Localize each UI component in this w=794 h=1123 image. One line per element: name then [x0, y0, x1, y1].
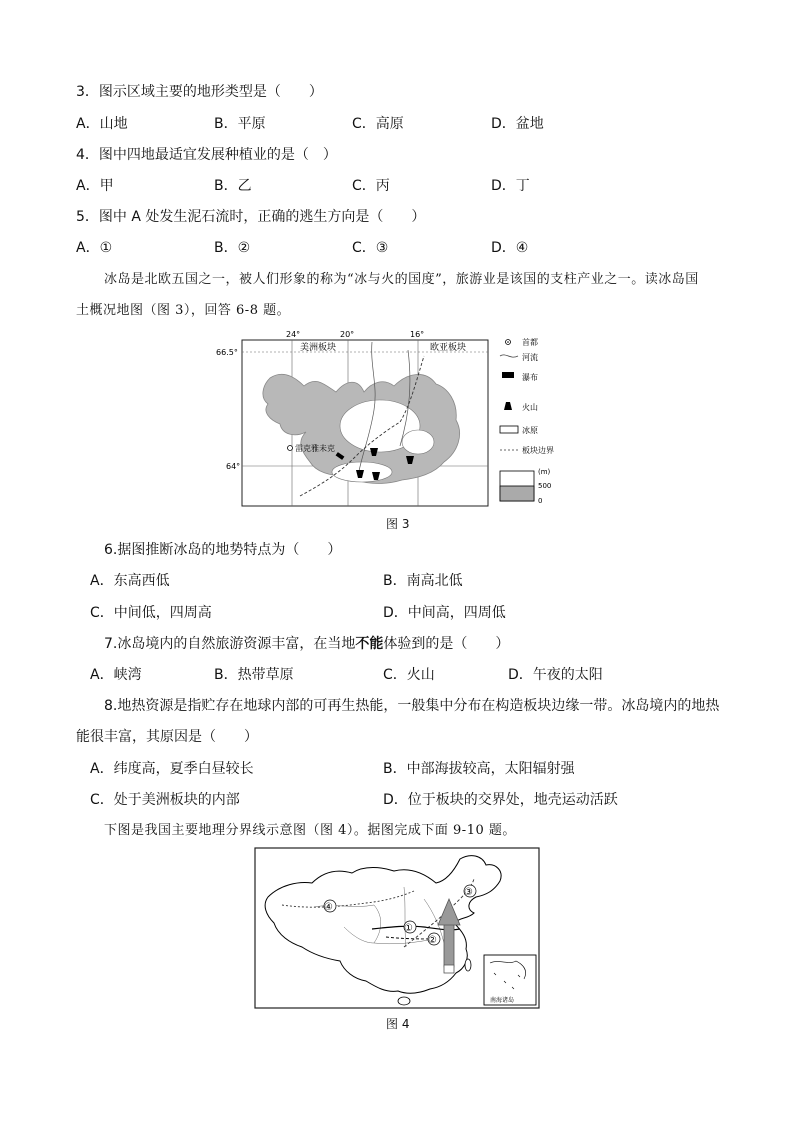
legend-river-icon	[500, 355, 518, 357]
q7-option-d: D．午夜的太阳	[508, 667, 603, 683]
legend-elevation-fill	[500, 486, 534, 501]
q3-option-b: B．平原	[214, 116, 266, 132]
legend-capital-dot	[507, 341, 509, 343]
q3-option-c: C．高原	[352, 116, 404, 132]
lat-label: 66.5°	[216, 348, 238, 357]
figure-4-caption: 图 4	[386, 1017, 410, 1031]
lon-label: 24°	[286, 330, 301, 339]
legend-glacier-label: 冰原	[522, 426, 538, 435]
marker-4: ④	[324, 902, 333, 913]
q7-stem-emphasis: 不能	[355, 636, 384, 652]
marker-2: ②	[428, 935, 437, 946]
hainan-island	[398, 997, 410, 1005]
capital-label: 雷克雅未克	[295, 444, 335, 453]
q6-stem: 6.据图推断冰岛的地势特点为（ ）	[104, 542, 342, 558]
marker-3: ③	[464, 887, 473, 898]
q5-stem: 5．图中 A 处发生泥石流时，正确的逃生方向是（ ）	[76, 209, 426, 225]
capital-icon	[288, 446, 293, 451]
lat-label: 64°	[226, 462, 241, 471]
legend-glacier-icon	[500, 426, 518, 433]
q8-stem-line2: 能很丰富，其原因是（ ）	[76, 729, 258, 745]
q7-stem	[104, 635, 509, 653]
intro-iceland-line1: 冰岛是北欧五国之一，被人们形象的称为“冰与火的国度”，旅游业是该国的支柱产业之一。读冰岛国	[104, 272, 699, 287]
q3-option-d: D．盆地	[491, 116, 544, 132]
legend-volcano-label: 火山	[522, 403, 538, 412]
legend-river-label: 河流	[522, 353, 538, 362]
lon-label: 20°	[340, 330, 355, 339]
intro-iceland-line2: 土概况地图（图 3），回答 6-8 题。	[76, 303, 291, 318]
plate-west-label: 美洲板块	[300, 343, 337, 353]
q6-option-a: A．东高西低	[90, 573, 170, 589]
q6-option-d: D．中间高，四周低	[383, 605, 506, 621]
q6-option-c: C．中间低，四周高	[90, 605, 212, 621]
q8-option-d: D．位于板块的交界处，地壳运动活跃	[383, 792, 618, 808]
figure-3-iceland-map	[212, 326, 554, 510]
q7-option-a: A．峡湾	[90, 667, 142, 683]
plate-east-label: 欧亚板块	[430, 343, 467, 353]
q7-option-b: B．热带草原	[214, 667, 294, 683]
glacier-area	[402, 430, 434, 454]
figure-3-caption: 图 3	[386, 517, 410, 531]
legend-boundary-label: 板块边界	[522, 446, 554, 455]
q3-stem: 3．图示区域主要的地形类型是（ ）	[76, 84, 323, 100]
arrow-base	[444, 965, 454, 973]
q7-stem-pre: 7.冰岛境内的自然旅游资源丰富，在当地	[104, 636, 356, 652]
q5-option-c: C．③	[352, 240, 389, 256]
q8-stem-line1: 8.地热资源是指贮存在地球内部的可再生热能，一般集中分布在构造板块边缘一带。冰岛境内的地热	[104, 698, 720, 714]
q5-option-d: D．④	[491, 240, 529, 256]
q5-option-b: B．②	[214, 240, 251, 256]
marker-1: ①	[404, 923, 413, 934]
q4-stem: 4．图中四地最适宜发展种植业的是（ ）	[76, 147, 337, 163]
legend-waterfall-label: 瀑布	[522, 373, 538, 382]
intro-china-map: 下图是我国主要地理分界线示意图（图 4）。据图完成下面 9-10 题。	[104, 823, 516, 838]
q8-option-a: A．纬度高，夏季白昼较长	[90, 761, 254, 777]
q4-option-c: C．丙	[352, 178, 390, 194]
q4-option-b: B．乙	[214, 178, 252, 194]
q4-option-a: A．甲	[76, 178, 114, 194]
legend-500: 500	[538, 482, 552, 490]
legend-0: 0	[538, 497, 543, 505]
q8-option-b: B．中部海拔较高，太阳辐射强	[383, 761, 575, 777]
q4-option-d: D．丁	[491, 178, 530, 194]
legend-waterfall-icon	[502, 372, 514, 378]
q7-stem-post: 体验到的是（ ）	[383, 636, 510, 652]
q3-option-a: A．山地	[76, 116, 128, 132]
legend-capital-label: 首都	[522, 338, 538, 347]
legend-unit: (m)	[538, 468, 551, 476]
legend-volcano-icon	[504, 402, 512, 410]
taiwan-island	[465, 959, 471, 971]
arrow-shaft	[444, 923, 454, 967]
inset-label: 南海诸岛	[490, 997, 515, 1004]
figure-4-china-map	[254, 847, 540, 1009]
q5-option-a: A．①	[76, 240, 113, 256]
q8-option-c: C．处于美洲板块的内部	[90, 792, 240, 808]
lon-label: 16°	[410, 330, 425, 339]
q6-option-b: B．南高北低	[383, 573, 463, 589]
q7-option-c: C．火山	[383, 667, 435, 683]
